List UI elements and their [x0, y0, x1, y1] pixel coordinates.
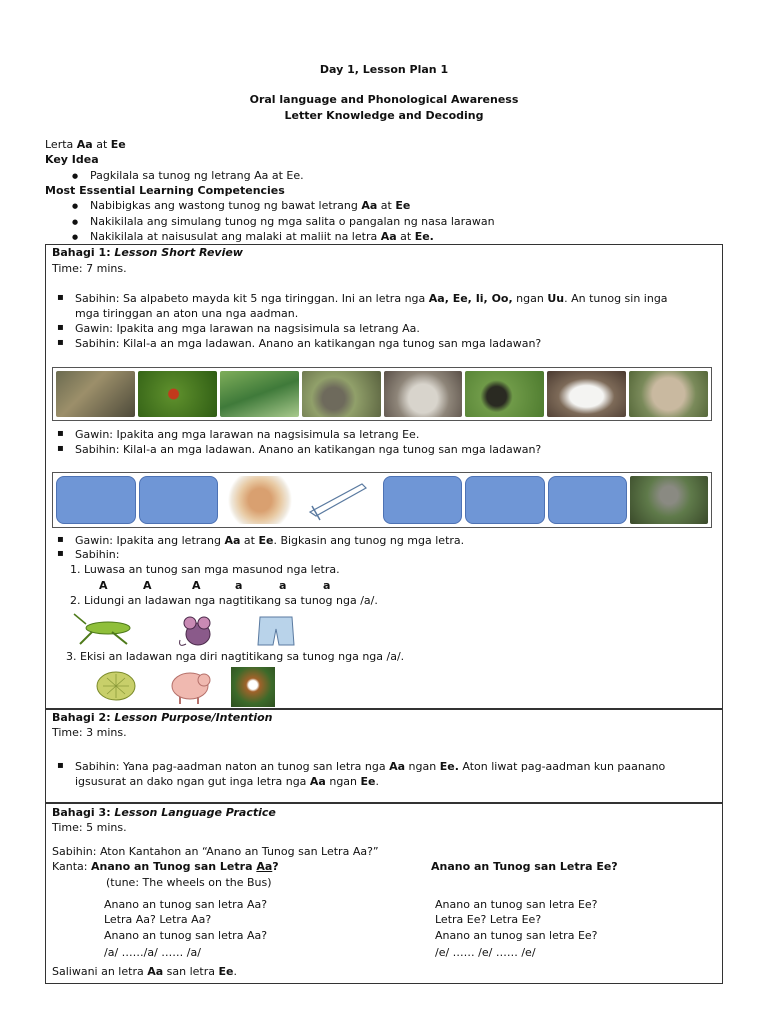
- melc-item-3: ● Nakikilala at naisusulat ang malaki at maliit na letra Aa at Ee.: [90, 230, 434, 243]
- pig-icon: [166, 664, 214, 706]
- abaca-fiber-image: [629, 371, 708, 417]
- placeholder-image-3: [383, 476, 463, 524]
- placeholder-image-5: [548, 476, 628, 524]
- song-aa-line-2: Letra Aa? Letra Aa?: [104, 913, 212, 926]
- subtitle-oral-language: Oral language and Phonological Awareness: [249, 93, 519, 106]
- subtitle-letter-knowledge: Letter Knowledge and Decoding: [284, 109, 484, 122]
- b1-bullet-gawin-letters: ▪ Gawin: Ipakita ang letrang Aa at Ee. Bigkasin ang tunog ng mga letra.: [75, 534, 464, 547]
- song-ee-line-3: Anano an tunog san letra Ee?: [435, 929, 598, 942]
- vowel-letter: A: [192, 579, 201, 592]
- b2-bullet-sabihin-cont: igsusurat an dako ngan gut inga letra nga Aa ngan Ee.: [75, 775, 380, 788]
- vowel-letter: A: [143, 579, 152, 592]
- grasshopper-icon: [72, 610, 142, 648]
- animal-on-grass-image: [465, 371, 544, 417]
- song-aa-title: Kanta: Anano an Tunog san Letra Aa?: [52, 860, 279, 873]
- palm-leaf-image: [220, 371, 299, 417]
- instruction-2: 2. Lidungi an ladawan nga nagtitikang sa tunog nga /a/.: [70, 594, 378, 607]
- mouse-icon: [176, 614, 218, 650]
- bahagi-1-heading: Bahagi 1: Lesson Short Review: [52, 246, 243, 259]
- song-ee-title: Anano an Tunog san Letra Ee?: [431, 860, 618, 873]
- mortar-pestle-image: [384, 371, 463, 417]
- shorts-icon: [256, 613, 296, 649]
- bahagi-3-time: Time: 5 mins.: [52, 821, 127, 834]
- plate-image: [221, 476, 299, 524]
- b1-bullet-alphabet-cont: mga tiringgan an aton una nga aadman.: [75, 307, 299, 320]
- song-ee-line-4: /e/ …… /e/ …… /e/: [435, 946, 536, 959]
- song-aa-line-4: /a/ ……/a/ …… /a/: [104, 946, 201, 959]
- aa-picture-strip: [52, 367, 712, 421]
- melc-label: Most Essential Learning Competencies: [45, 184, 285, 197]
- b1-bullet-gawin-aa: ▪ Gawin: Ipakita ang mga larawan na nagsisimula sa letrang Aa.: [75, 322, 420, 335]
- bahagi-2-time: Time: 3 mins.: [52, 726, 127, 739]
- b1-bullet-sabihin-2: ▪ Sabihin: Kilal-a an mga ladawan. Anano an katikangan nga tunog san mga ladawan?: [75, 443, 541, 456]
- lesson-title: Day 1, Lesson Plan 1: [319, 63, 449, 76]
- vowel-letter: a: [235, 579, 243, 592]
- melc-item-2: ● Nakikilala ang simulang tunog ng mga salita o pangalan ng nasa larawan: [90, 215, 495, 228]
- bahagi-2-heading: Bahagi 2: Lesson Purpose/Intention: [52, 711, 273, 724]
- b3-sabihin: Sabihin: Aton Kantahon an “Anano an Tunog san Letra Aa?”: [52, 845, 379, 858]
- key-idea-item: ● Pagkilala sa tunog ng letrang Aa at Ee.: [90, 169, 304, 182]
- b1-bullet-gawin-ee: ▪ Gawin: Ipakita ang mga larawan na nagsisimula sa letrang Ee.: [75, 428, 419, 441]
- b2-bullet-sabihin: ▪ Sabihin: Yana pag-aadman naton an tunog san letra nga Aa ngan Ee. Aton liwat pag-aadman kun paanano: [75, 760, 665, 773]
- sword-icon: [302, 476, 380, 524]
- instruction-3: 3. Ekisi an ladawan nga diri nagtitikang sa tunog nga nga /a/.: [66, 650, 405, 663]
- vowel-letter: A: [99, 579, 108, 592]
- song-tune: (tune: The wheels on the Bus): [106, 876, 272, 889]
- placeholder-image-4: [465, 476, 545, 524]
- basin-image: [547, 371, 626, 417]
- fruit-cluster-image: [302, 371, 381, 417]
- b1-bullet-alphabet: ▪ Sabihin: Sa alpabeto mayda kit 5 nga tiringgan. Ini an letra nga Aa, Ee, Ii, Oo, ngan Uu. An tunog sin inga: [75, 292, 668, 305]
- bahagi-1-time: Time: 7 mins.: [52, 262, 127, 275]
- song-ee-line-2: Letra Ee? Letra Ee?: [435, 913, 542, 926]
- bahagi-3-heading: Bahagi 3: Lesson Language Practice: [52, 806, 276, 819]
- melc-item-1: ● Nabibigkas ang wastong tunog ng bawat letrang Aa at Ee: [90, 199, 410, 212]
- ee-picture-strip: [52, 472, 712, 528]
- lerta-line: Lerta Aa at Ee: [45, 138, 126, 151]
- key-idea-label: Key Idea: [45, 153, 99, 166]
- closing-line: Saliwani an letra Aa san letra Ee.: [52, 965, 237, 978]
- vowel-letter: a: [279, 579, 287, 592]
- song-ee-line-1: Anano an tunog san letra Ee?: [435, 898, 598, 911]
- placeholder-image-2: [139, 476, 219, 524]
- placeholder-image-1: [56, 476, 136, 524]
- dragonfly-image: [138, 371, 217, 417]
- b1-bullet-sabihin-1: ▪ Sabihin: Kilal-a an mga ladawan. Anano an katikangan nga tunog san mga ladawan?: [75, 337, 541, 350]
- dog-image: [231, 667, 275, 707]
- well-image: [56, 371, 135, 417]
- statue-image: [630, 476, 708, 524]
- song-aa-line-3: Anano an tunog san letra Aa?: [104, 929, 268, 942]
- sword-image: [302, 476, 380, 524]
- song-aa-line-1: Anano an tunog san letra Aa?: [104, 898, 268, 911]
- atis-fruit-icon: [95, 668, 137, 702]
- instruction-1: 1. Luwasa an tunog san mga masunod nga letra.: [70, 563, 340, 576]
- b1-bullet-sabihin-3: ▪ Sabihin:: [75, 548, 119, 561]
- vowel-letter: a: [323, 579, 331, 592]
